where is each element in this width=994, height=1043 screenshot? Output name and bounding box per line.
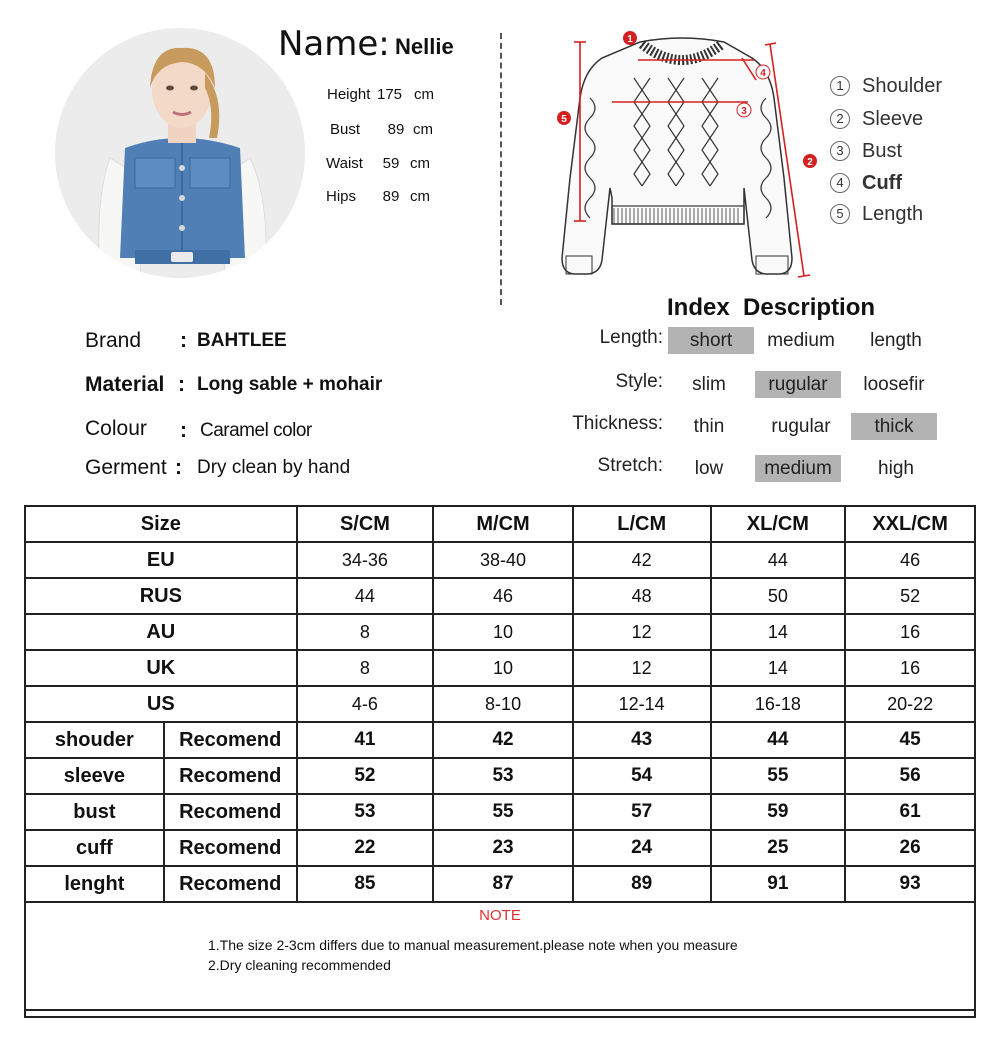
measurement-unit: cm — [414, 86, 434, 103]
table-row-bust — [25, 794, 975, 830]
measurement-label: Waist — [326, 155, 363, 172]
table-cell: 14 — [711, 650, 846, 686]
table-cell: 52 — [845, 578, 975, 614]
table-header-row — [25, 506, 975, 542]
index-row-length — [0, 327, 994, 355]
table-cell: 23 — [433, 830, 573, 866]
brand-value: BAHTLEE — [197, 330, 287, 351]
brand-label: Brand — [85, 329, 142, 352]
row-note: Recomend — [164, 830, 297, 866]
colour-value: Caramel color — [200, 420, 312, 441]
measurement-height — [327, 86, 447, 106]
table-cell: 8 — [297, 614, 434, 650]
measurement-unit: cm — [410, 188, 430, 205]
table-cell: 87 — [433, 866, 573, 902]
measurement-value: 59 — [382, 155, 400, 172]
table-cell: 53 — [433, 758, 573, 794]
model-illustration — [55, 28, 305, 278]
index-label: Length: — [599, 327, 663, 348]
note-cell — [25, 902, 975, 1010]
table-cell: 46 — [845, 542, 975, 578]
table-cell: 54 — [573, 758, 711, 794]
table-cell: 55 — [711, 758, 846, 794]
table-cell: 44 — [297, 578, 434, 614]
legend-label: Cuff — [862, 172, 902, 194]
note-line: 1.The size 2-3cm differs due to manual measurement.please note when you measure — [208, 937, 738, 953]
model-name: Nellie — [395, 34, 454, 59]
measurement-label: Height — [327, 86, 371, 103]
table-cell: 8 — [297, 650, 434, 686]
row-label: UK — [25, 650, 297, 686]
index-option-selected: short — [668, 327, 754, 354]
table-cell: 34-36 — [297, 542, 434, 578]
row-label: bust — [25, 794, 164, 830]
table-cell: 89 — [573, 866, 711, 902]
table-cell: 93 — [845, 866, 975, 902]
measurement-value: 89 — [387, 121, 405, 138]
table-cell: 42 — [573, 542, 711, 578]
table-cell: 41 — [297, 722, 434, 758]
table-cell: 44 — [711, 722, 846, 758]
table-cell: 12 — [573, 614, 711, 650]
legend-sleeve: 2 Sleeve — [830, 108, 923, 131]
legend-length: 5 Length — [830, 203, 923, 226]
table-bottom-border — [24, 1010, 976, 1018]
row-note: Recomend — [164, 794, 297, 830]
index-option: thin — [693, 416, 725, 437]
row-note: Recomend — [164, 722, 297, 758]
table-row-uk — [25, 650, 975, 686]
index-option: low — [694, 458, 724, 479]
sweater-illustration — [552, 28, 820, 284]
measurement-unit: cm — [410, 155, 430, 172]
index-option: loosefir — [863, 374, 925, 395]
marker-2: 2 — [807, 157, 813, 168]
index-label: Stretch: — [597, 455, 663, 476]
table-row-cuff — [25, 830, 975, 866]
index-row-style — [0, 371, 994, 399]
index-option: slim — [692, 374, 726, 395]
table-row-eu — [25, 542, 975, 578]
table-cell: 52 — [297, 758, 434, 794]
legend-bust: 3 Bust — [830, 140, 902, 163]
table-row-shoulder — [25, 722, 975, 758]
legend-shoulder: 1 Shoulder — [830, 75, 942, 98]
table-header-cell: XL/CM — [711, 506, 846, 542]
table-cell: 10 — [433, 650, 573, 686]
table-cell: 14 — [711, 614, 846, 650]
table-row-length — [25, 866, 975, 902]
table-cell: 45 — [845, 722, 975, 758]
legend-cuff: 4 Cuff — [830, 172, 902, 195]
row-label: RUS — [25, 578, 297, 614]
note-line: 2.Dry cleaning recommended — [208, 957, 391, 973]
table-note-row — [25, 902, 975, 1010]
legend-label: Shoulder — [862, 75, 943, 97]
index-row-thickness — [0, 413, 994, 441]
table-header-cell: S/CM — [297, 506, 434, 542]
measurement-value: 89 — [382, 188, 400, 205]
legend-label: Sleeve — [862, 108, 924, 130]
table-row-au — [25, 614, 975, 650]
table-row-sleeve — [25, 758, 975, 794]
table-row-us — [25, 686, 975, 722]
table-cell: 16 — [845, 650, 975, 686]
index-option-selected: rugular — [755, 371, 841, 398]
germent-label: Germent — [85, 456, 167, 479]
table-cell: 16-18 — [711, 686, 846, 722]
material-colon: : — [178, 373, 185, 396]
index-option: length — [870, 330, 922, 351]
table-cell: 12 — [573, 650, 711, 686]
table-cell: 12-14 — [573, 686, 711, 722]
table-row-rus — [25, 578, 975, 614]
row-note: Recomend — [164, 758, 297, 794]
table-cell: 53 — [297, 794, 434, 830]
table-cell: 48 — [573, 578, 711, 614]
index-row-stretch — [0, 455, 994, 483]
divider — [500, 33, 502, 305]
legend-label: Length — [862, 203, 924, 225]
table-cell: 25 — [711, 830, 846, 866]
index-option: medium — [767, 330, 835, 351]
measurement-bust — [330, 121, 450, 141]
name-label: Name: — [278, 24, 390, 64]
table-cell: 10 — [433, 614, 573, 650]
table-header-cell: Size — [25, 506, 297, 542]
germent-colon: : — [175, 456, 182, 479]
sweater-diagram — [552, 28, 820, 284]
measurement-unit: cm — [413, 121, 433, 138]
colour-colon: : — [180, 419, 187, 442]
table-cell: 91 — [711, 866, 846, 902]
measurement-hips — [326, 188, 446, 208]
table-cell: 44 — [711, 542, 846, 578]
index-option: rugular — [771, 416, 831, 437]
table-header-cell: XXL/CM — [845, 506, 975, 542]
row-note: Recomend — [164, 866, 297, 902]
germent-value: Dry clean by hand — [197, 457, 351, 478]
model-photo — [55, 28, 305, 278]
index-option: high — [878, 458, 914, 479]
note-title: NOTE — [479, 907, 521, 924]
table-cell: 59 — [711, 794, 846, 830]
marker-1: 1 — [627, 34, 633, 45]
row-label: US — [25, 686, 297, 722]
row-label: EU — [25, 542, 297, 578]
table-cell: 50 — [711, 578, 846, 614]
table-cell: 85 — [297, 866, 434, 902]
table-cell: 46 — [433, 578, 573, 614]
row-label: lenght — [25, 866, 164, 902]
table-cell: 43 — [573, 722, 711, 758]
table-cell: 57 — [573, 794, 711, 830]
table-header-cell: M/CM — [433, 506, 573, 542]
measurement-label: Bust — [330, 121, 361, 138]
row-label: shouder — [25, 722, 164, 758]
row-label: cuff — [25, 830, 164, 866]
brand-colon: : — [180, 329, 187, 352]
table-cell: 56 — [845, 758, 975, 794]
table-header-cell: L/CM — [573, 506, 711, 542]
table-cell: 38-40 — [433, 542, 573, 578]
index-option-selected: thick — [851, 413, 937, 440]
table-cell: 8-10 — [433, 686, 573, 722]
measurement-value: 175 — [377, 86, 403, 103]
marker-4: 4 — [760, 68, 766, 79]
legend-label: Bust — [862, 140, 903, 162]
row-label: sleeve — [25, 758, 164, 794]
colour-label: Colour — [85, 417, 147, 440]
table-cell: 42 — [433, 722, 573, 758]
table-cell: 55 — [433, 794, 573, 830]
row-label: AU — [25, 614, 297, 650]
table-cell: 20-22 — [845, 686, 975, 722]
index-label: Style: — [615, 371, 663, 392]
table-cell: 61 — [845, 794, 975, 830]
index-description-title: Index Description — [667, 294, 876, 321]
measurement-waist — [326, 155, 446, 175]
table-cell: 4-6 — [297, 686, 434, 722]
marker-5: 5 — [561, 114, 567, 125]
material-label: Material — [85, 373, 165, 396]
index-option-selected: medium — [755, 455, 841, 482]
material-value: Long sable + mohair — [197, 374, 383, 395]
size-table — [24, 505, 976, 1011]
table-cell: 26 — [845, 830, 975, 866]
index-label: Thickness: — [572, 413, 663, 434]
measurement-label: Hips — [326, 188, 357, 205]
marker-3: 3 — [741, 106, 747, 117]
table-cell: 16 — [845, 614, 975, 650]
table-cell: 22 — [297, 830, 434, 866]
table-cell: 24 — [573, 830, 711, 866]
